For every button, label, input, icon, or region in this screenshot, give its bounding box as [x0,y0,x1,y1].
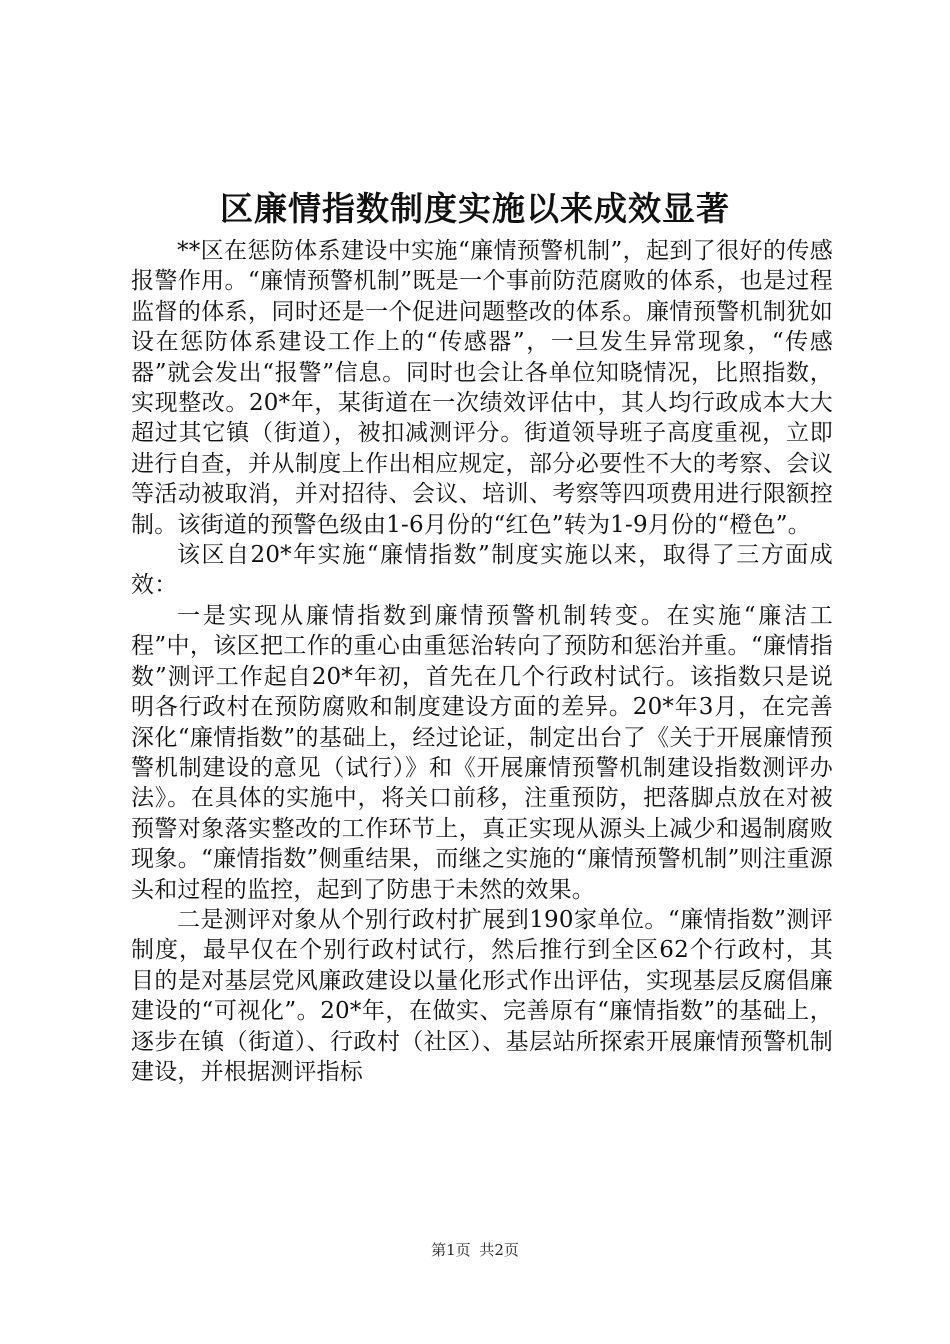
paragraph-summary: 该区自20*年实施“廉情指数”制度实施以来，取得了三方面成效： [131,542,833,599]
page-number: 第1页 [431,1241,471,1259]
document-body [131,236,833,1087]
page-total: 共2页 [479,1241,519,1259]
paragraph-point-one: 一是实现从廉情指数到廉情预警机制转变。在实施“廉洁工程”中，该区把工作的重心由重惩治转向了预防和惩治并重。“廉情指数”测评工作起自20*年初，首先在几个行政村试行。该指数只是说明各行政村在预防腐败和制度建设方面的差异。20*年3月，在完善深化“廉情指数”的基础上，经过论证，制定出台了《关于开展廉情预警机制建设的意见（试行）》和《开展廉情预警机制建设指数测评办法》。在具体的实施中，将关口前移，注重预防，把落脚点放在对被预警对象落实整改的工作环节上，真正实现从源头上减少和遏制腐败现象。“廉情指数”侧重结果，而继之实施的“廉情预警机制”则注重源头和过程的监控，起到了防患于未然的效果。 [131,602,833,903]
document-title: 区廉情指数制度实施以来成效显著 [220,189,730,228]
page-footer [0,1240,950,1260]
paragraph-intro: **区在惩防体系建设中实施“廉情预警机制”，起到了很好的传感报警作用。“廉情预警机制”既是一个事前防范腐败的体系，也是过程监督的体系，同时还是一个促进问题整改的体系。廉情预警机制犹如设在惩防体系建设工作上的“传感器”，一旦发生异常现象，“传感器”就会发出“报警”信息。同时也会让各单位知晓情况，比照指数，实现整改。20*年，某街道在一次绩效评估中，其人均行政成本大大超过其它镇（街道），被扣减测评分。街道领导班子高度重视，立即进行自查，并从制度上作出相应规定，部分必要性不大的考察、会议等活动被取消，并对招待、会议、培训、考察等四项费用进行限额控制。该街道的预警色级由1-6月份的“红色”转为1-9月份的“橙色”。 [131,238,833,538]
paragraph-point-two: 二是测评对象从个别行政村扩展到190家单位。“廉情指数”测评制度，最早仅在个别行政村试行，然后推行到全区62个行政村，其目的是对基层党风廉政建设以量化形式作出评估，实现基层反腐倡廉建设的“可视化”。20*年，在做实、完善原有“廉情指数”的基础上，逐步在镇（街道）、行政村（社区）、基层站所探索开展廉情预警机制建设，并根据测评指标 [131,906,833,1085]
